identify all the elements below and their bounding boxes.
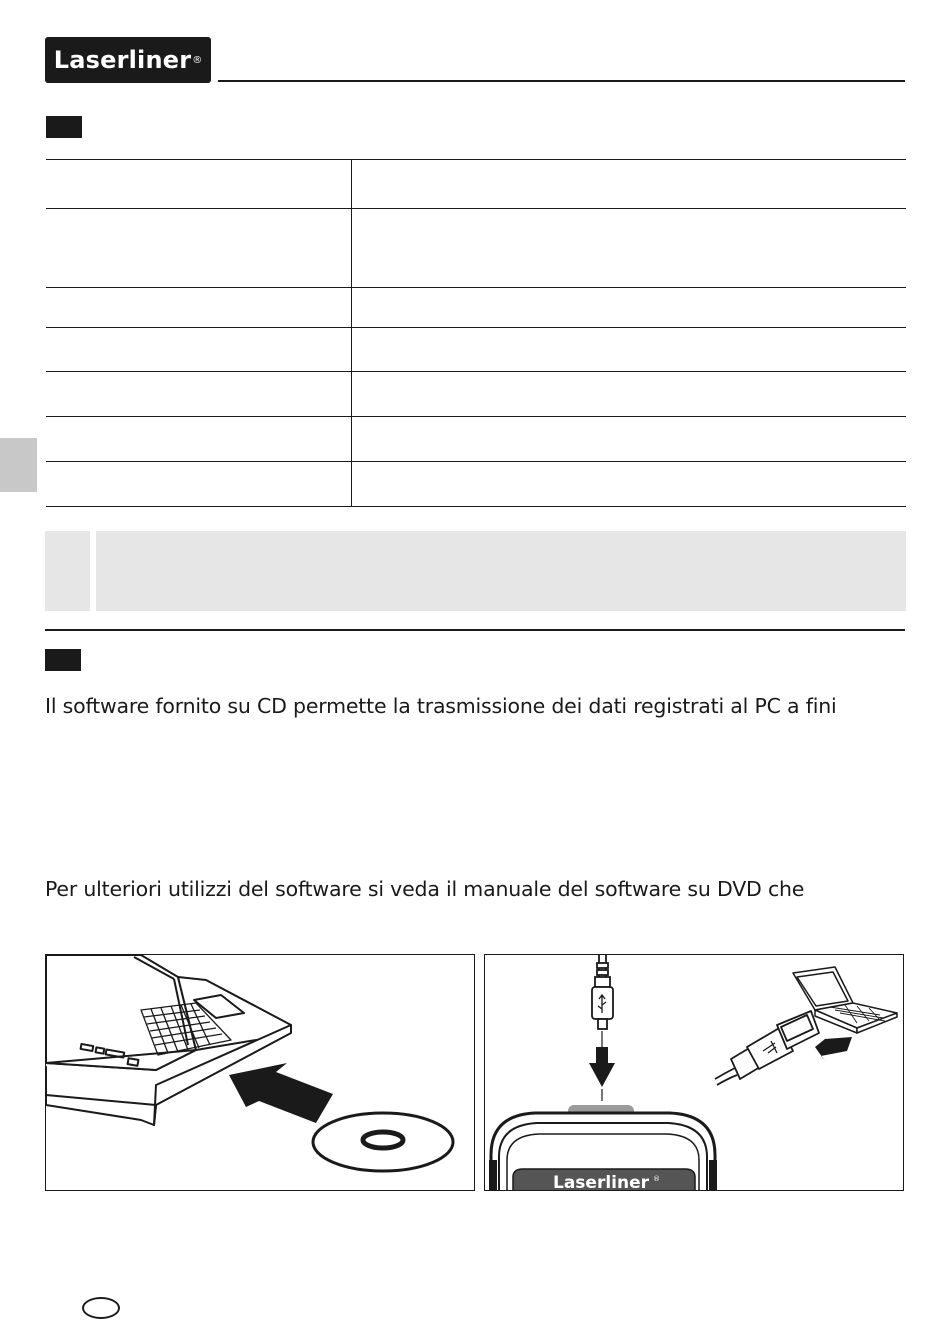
table-value-cell: [351, 372, 906, 417]
section-heading-marker-2: [45, 649, 81, 671]
side-language-tab: [0, 438, 37, 492]
table-label-cell: [46, 160, 351, 209]
table-row: [46, 372, 906, 417]
note-divider: [90, 531, 96, 611]
table-row: [46, 288, 906, 328]
table-row: [46, 328, 906, 372]
language-badge: [82, 1297, 120, 1319]
table-row: [46, 160, 906, 209]
section-heading-marker-1: [46, 116, 82, 138]
table-label-cell: [46, 209, 351, 288]
note-box: [45, 531, 906, 611]
registered-mark: ®: [192, 54, 203, 66]
table-value-cell: [351, 417, 906, 462]
spec-table: [46, 159, 906, 507]
device-registered-mark: ®: [653, 1175, 660, 1183]
cd-disc-icon: [313, 1113, 453, 1171]
table-label-cell: [46, 288, 351, 328]
section-rule: [45, 629, 905, 631]
device-label: Laserliner: [553, 1173, 650, 1190]
table-row: [46, 462, 906, 507]
figure-cd-install: [45, 954, 475, 1191]
down-arrow-icon: [589, 1031, 615, 1101]
body-paragraph-2: Per ulteriori utilizzi del software si veda il manuale del software su DVD che: [45, 877, 805, 901]
table-label-cell: [46, 462, 351, 507]
table-row: [46, 209, 906, 288]
table-value-cell: [351, 462, 906, 507]
usb-a-plug-icon: [715, 1011, 819, 1085]
brand-logo: [45, 37, 211, 83]
table-value-cell: [351, 160, 906, 209]
device-icon: [489, 1105, 717, 1190]
figure-usb-connect: [484, 954, 904, 1191]
header-rule: [218, 80, 905, 82]
table-label-cell: [46, 417, 351, 462]
table-value-cell: [351, 328, 906, 372]
table-label-cell: [46, 372, 351, 417]
table-label-cell: [46, 328, 351, 372]
insert-arrow-icon: [229, 1063, 333, 1123]
table-value-cell: [351, 209, 906, 288]
usb-mini-plug-icon: [592, 955, 613, 1029]
body-paragraph-1: Il software fornito su CD permette la trasmissione dei dati registrati al PC a fini: [45, 694, 837, 718]
left-arrow-icon: [815, 1037, 852, 1061]
table-row: [46, 417, 906, 462]
table-value-cell: [351, 288, 906, 328]
brand-name: Laserliner: [53, 46, 192, 74]
